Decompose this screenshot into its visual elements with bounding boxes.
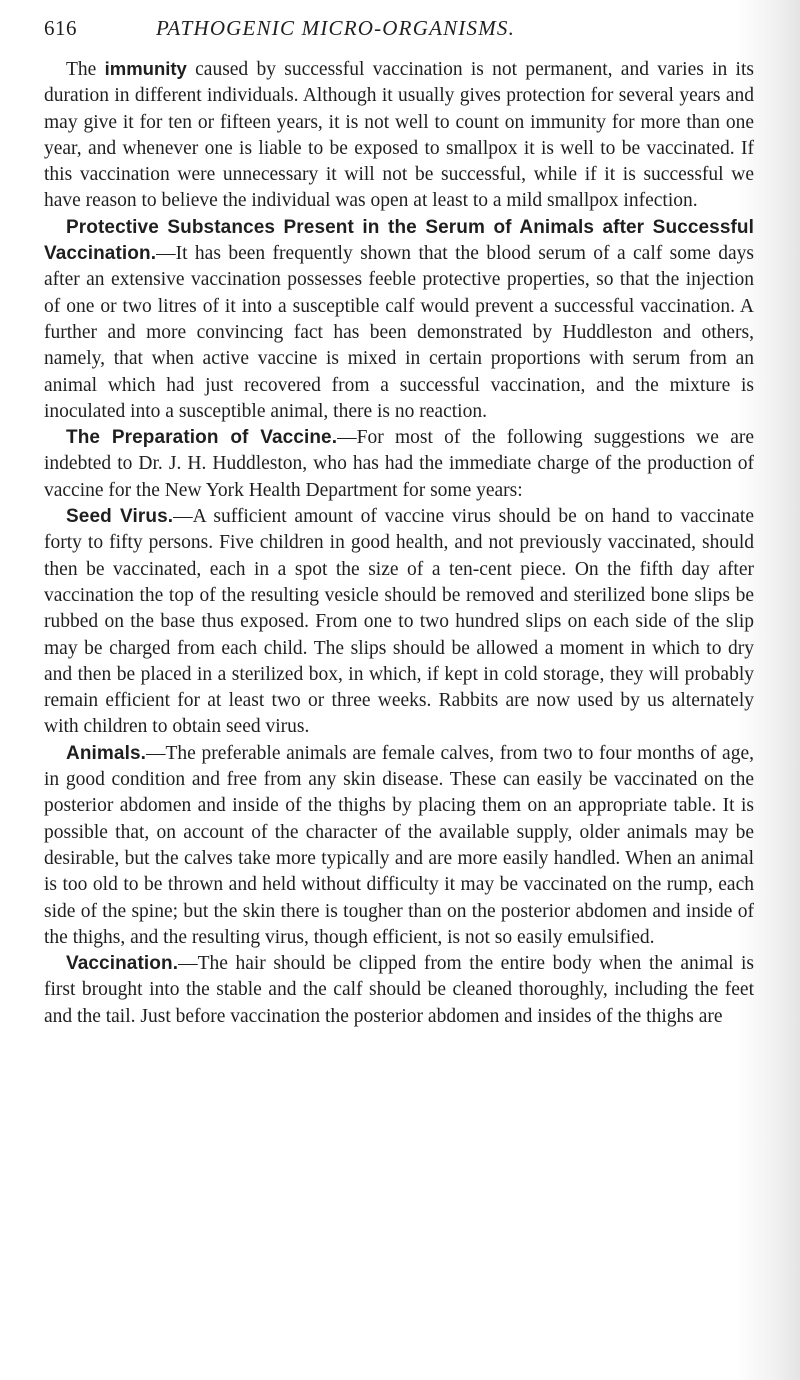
body-text xyxy=(44,56,754,1030)
paragraph-seed-virus xyxy=(44,504,754,741)
running-head: PATHOGENIC MICRO-ORGANISMS. xyxy=(156,16,516,40)
paragraph-text: —It has been frequently shown that the blood serum of a calf some days after an extensive vaccination possesses feeble protective properties, so that the injection of one or two litres of it into a susceptible calf would prevent a successful vaccination. A further and more convincing fact has been demonstrated by Huddleston and others, namely, that when active vaccine is mixed in certain proportions with serum from an animal which had just recovered from a successful vaccination, and the mixture is inoculated into a susceptible animal, there is no reaction. xyxy=(44,243,754,422)
paragraph-lead: The xyxy=(66,59,105,80)
paragraph-text: —For most of the following suggestions we are indebted to Dr. J. H. Huddleston, who has had the immediate charge of the production of vaccine for the New York Health Department for some years: xyxy=(44,427,755,501)
paragraph-text: —A sufficient amount of vaccine virus should be on hand to vaccinate forty to fifty persons. Five children in good health, and not previously vaccinated, should then be vaccinated, each in a spot the size of a ten-cent piece. On the fifth day after vaccination the top of the resulting vesicle should be removed and sterilized bone slips be rubbed on the base thus exposed. From one to two hundred slips on each side of the slip may be charged from each child. The slips should be allowed a moment in which to dry and then be placed in a sterilized box, in which, if kept in cold storage, they will probably remain efficient for at least two or three weeks. Rabbits are now used by us alternately with children to obtain seed virus. xyxy=(44,506,754,738)
section-heading-vaccination: Vaccination. xyxy=(66,953,179,975)
paragraph-text: caused by successful vaccination is not permanent, and varies in its duration in different individuals. Although it usually gives protection for several years and may give it for ten or fifteen years, it is not well to count on immunity for more than one year, and whenever one is liable to be exposed to smallpox it is well to be vaccinated. If this vaccination were unnecessary it will not be successful, while if it is successful we have reason to believe the individual was open at least to a mild smallpox infection. xyxy=(44,59,754,212)
term-immunity: immunity xyxy=(104,58,187,79)
paragraph-protective-substances xyxy=(44,215,754,425)
paragraph-preparation-of-vaccine xyxy=(44,425,754,504)
page-header xyxy=(44,16,754,42)
page-number: 616 xyxy=(44,16,77,40)
section-heading-seed-virus: Seed Virus. xyxy=(66,506,174,528)
paragraph-immunity xyxy=(44,56,754,215)
paragraph-animals xyxy=(44,741,754,951)
section-heading-animals: Animals. xyxy=(66,742,146,764)
paragraph-vaccination xyxy=(44,951,754,1030)
paragraph-text: —The preferable animals are female calves, from two to four months of age, in good condition and free from any skin disease. These can easily be vaccinated on the posterior abdomen and inside of the thighs by placing them on an appropriate table. It is possible that, on account of the character of the available supply, older animals may be desirable, but the calves take more typically and are more easily handled. When an animal is too old to be thrown and held without difficulty it may be vaccinated on the rump, each side of the spine; but the skin there is tougher than on the posterior abdomen and inside of the thighs, and the resulting virus, though efficient, is not so easily emulsified. xyxy=(44,742,754,948)
section-heading-preparation-of-vaccine: The Preparation of Vaccine. xyxy=(66,427,338,449)
paragraph-text: —The hair should be clipped from the entire body when the animal is first brought into the stable and the calf should be cleaned thoroughly, including the feet and the tail. Just before vaccination the posterior abdomen and insides of the thighs are xyxy=(44,953,754,1027)
section-heading-protective-substances: Protective Substances Present in the Serum of Animals after Successful Vaccination. xyxy=(44,216,754,265)
